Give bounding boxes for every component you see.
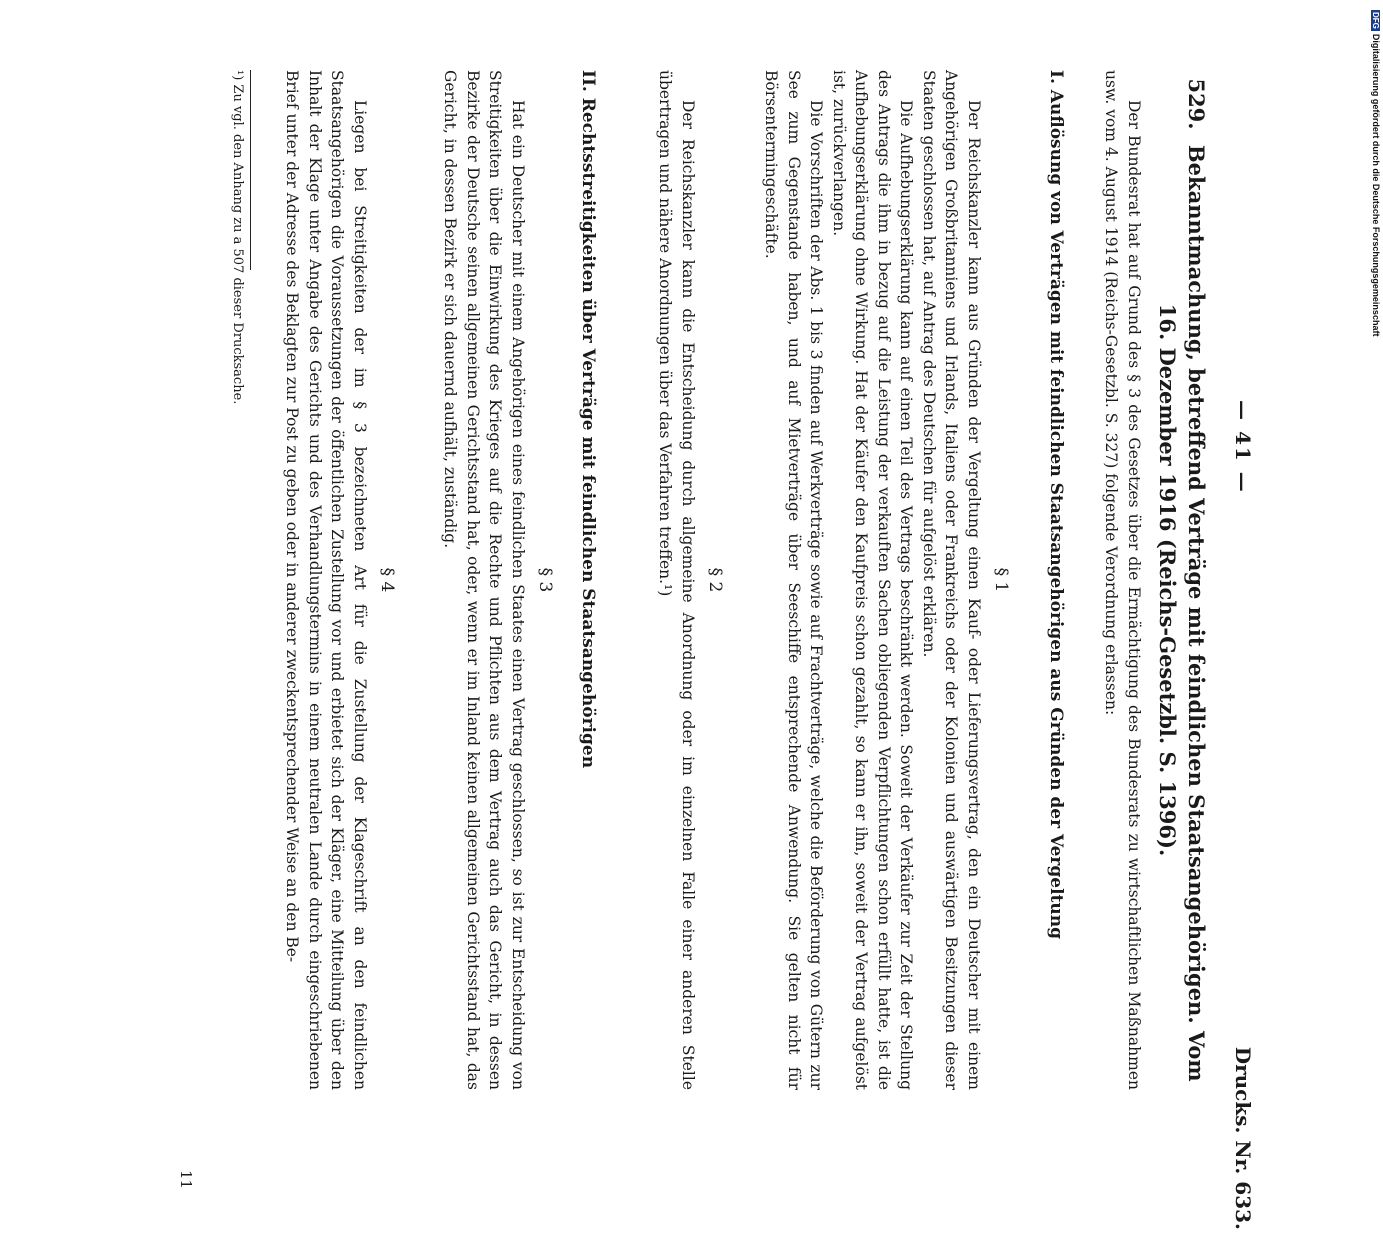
signature-mark: 11 bbox=[177, 1170, 195, 1190]
title-number: 529. bbox=[1184, 78, 1209, 130]
paragraph-1-label: § 1 bbox=[991, 567, 1011, 593]
dfg-logo: DFG bbox=[1371, 12, 1380, 29]
paragraph-3-text: Hat ein Deutscher mit einem Angehörigen eines feindlichen Staates einen Vertrag geschlossen, so ist zur Entscheidung von Streitigkeiten über die Einwirkung des Krieges auf die Rechte und Pflichten aus dem Vertrag auch das Gericht, in dessen Bezirke der Deutsche seinen allgemeinen Gerichtsstand hat, oder, wenn er im Inland keinen allgemeinen Gerichtsstand hat, das Gericht, in dessen Bezirk er sich dauernd aufhält, zuständig. bbox=[441, 70, 527, 1090]
intro-paragraph: Der Bundesrat hat auf Grund des § 3 des Gesetzes über die Ermächtigung des Bundesrats zu wirtschaftlichen Maßnahmen usw. vom 4. August 1914 (Reichs-Gesetzbl. S. 327) folgende Verordnung erlassen: bbox=[1102, 70, 1143, 1090]
paragraph-2-text: Der Reichskanzler kann die Entscheidung durch allgemeine Anordnung oder im einzelnen Falle einer anderen Stelle übertragen und nähere Anordnungen über das Verfahren treffen.¹) bbox=[656, 70, 697, 1090]
paragraph-4-label: § 4 bbox=[377, 567, 397, 593]
digitization-note bbox=[1368, 10, 1382, 390]
document-title bbox=[1153, 70, 1211, 1090]
title-text: Bekanntmachung, betreffend Verträge mit feindlichen Staatsangehörigen. Vom 16. Dezember 1916 (Reichs-Gesetzbl. S. 1396). bbox=[1155, 144, 1209, 1082]
paragraph-1-text: Der Reichskanzler kann aus Gründen der Vergeltung einen Kauf- oder Lieferungsvertrag, den ein Deutscher mit einem Angehörigen Großbritanniens und Irlands, Italiens oder Frankreichs oder der Kolonien und auswärtigen Besitzungen dieser Staaten geschlossen hat, auf Antrag des Deutschen für aufgelöst erklären. Die Aufhebungserklärung kann auf einen Teil des Vertrags beschränkt werden. Soweit der Verkäufer zur Zeit der Stellung des Antrags die ihm in bezug auf die Leistung der verkauften Sachen obliegenden Verpflichtungen schon erfüllt hatte, ist die Aufhebungserklärung ohne Wirkung. Hat der Käufer den Kaufpreis schon gezahlt, so kann er ihn, soweit der Vertrag aufgelöst ist, zurückverlangen. Die Vorschriften der Abs. 1 bis 3 finden auf Werkverträge sowie auf Frachtverträge, welche die Beförderung von Gütern zur See zum Gegenstande haben, und auf Mietverträge über Seeschiffe entsprechende Anwendung. Sie gelten nicht für Börsentermingeschäfte. bbox=[762, 70, 983, 1090]
page-header bbox=[1225, 70, 1255, 1250]
section-2-heading: II. Rechtsstreitigkeiten über Verträge mit feindlichen Staatsangehörigen bbox=[578, 70, 598, 769]
paragraph-3-label: § 3 bbox=[535, 567, 555, 593]
paragraph-2-label: § 2 bbox=[705, 567, 725, 593]
footnote-rule bbox=[250, 70, 251, 270]
rotated-document-page bbox=[130, 70, 1255, 1250]
section-1-heading: I. Auflösung von Verträgen mit feindlichen Staatsangehörigen aus Gründen der Vergeltung bbox=[1046, 70, 1066, 940]
paragraph-4-text: Liegen bei Streitigkeiten der im § 3 bezeichneten Art für die Zustellung der Klageschrift an den feindlichen Staatsangehörigen die Voraussetzungen der öffentlichen Zustellung vor und erbietet sich der Kläger, eine Mitteilung über den Inhalt der Klage unter Angabe des Gerichts und des Verhandlungstermins in einem neutralen Lande durch eingeschriebenen Brief unter der Adresse des Beklagten zur Post zu geben oder in anderer zweckentsprechender Weise an den Be- bbox=[283, 70, 369, 1090]
print-number: Drucks. Nr. 633. bbox=[1231, 1046, 1255, 1230]
footnote: ¹) Zu vgl. den Anhang zu a 507 dieser Drucksache. bbox=[230, 70, 245, 405]
digitization-text: Digitalisierung gefördert durch die Deutsche Forschungsgemeinschaft bbox=[1371, 33, 1381, 337]
page-number: — 41 — bbox=[1231, 400, 1255, 494]
